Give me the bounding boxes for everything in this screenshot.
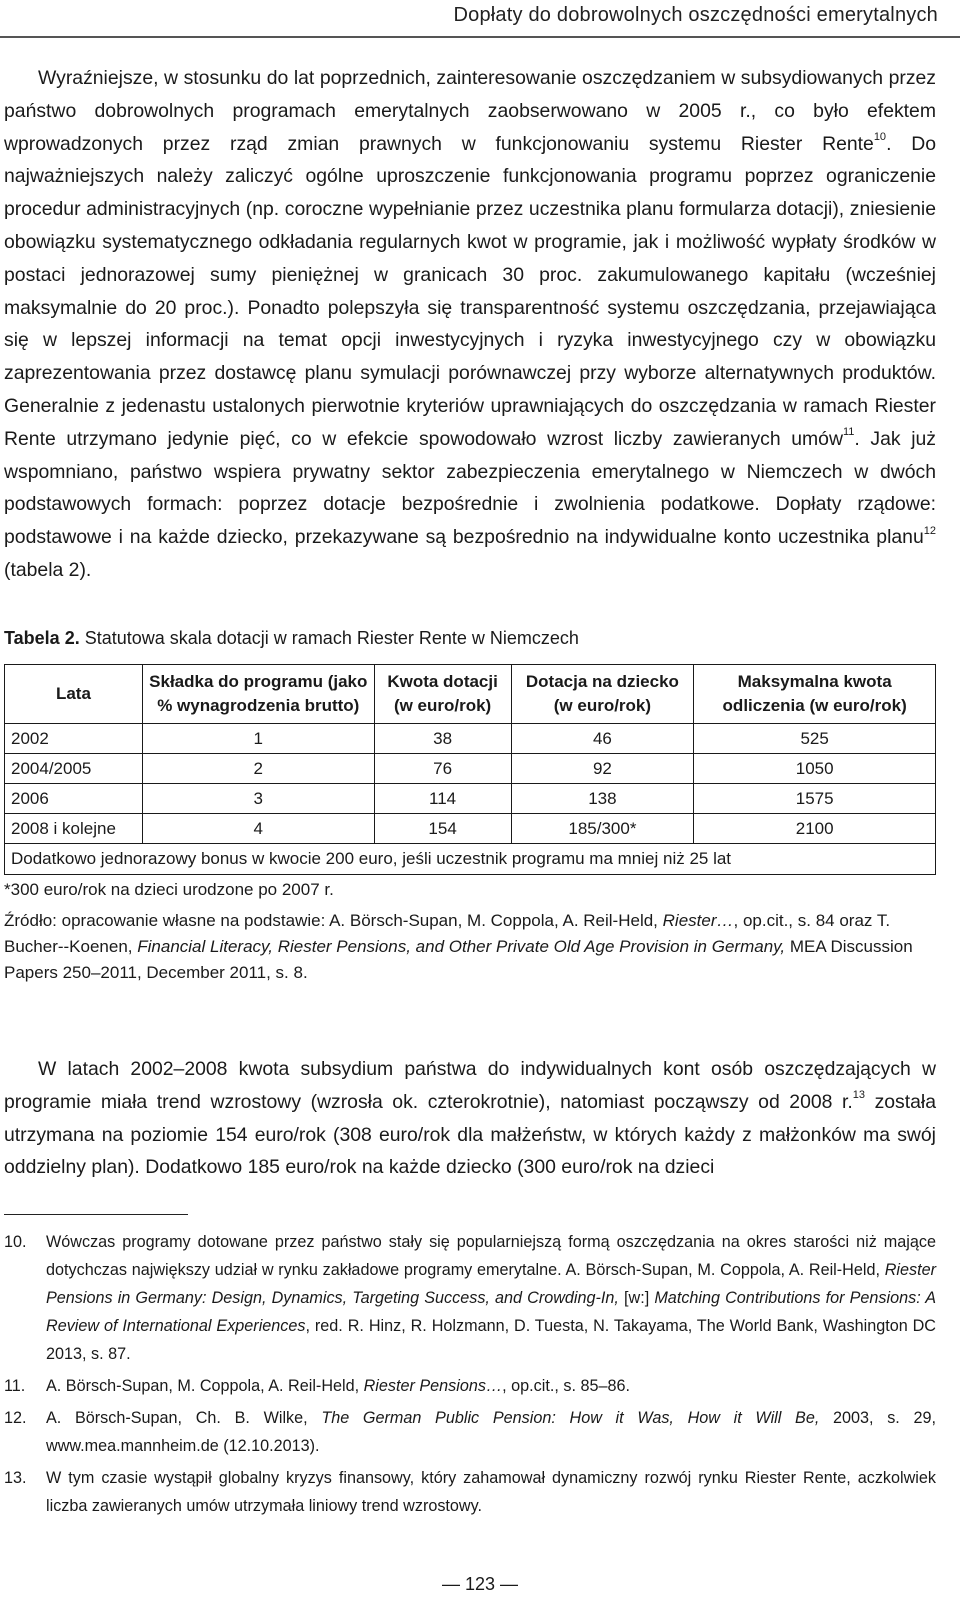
footnote-text-part: 2003, s. 29, www.mea.mannheim.de (12.10.2013).	[46, 1409, 936, 1455]
column-header-years: Lata	[5, 665, 143, 724]
running-header-title: Dopłaty do dobrowolnych oszczędności emerytalnych	[453, 4, 938, 26]
footnote-ref[interactable]: 13	[852, 1089, 866, 1102]
footnote-number: 10.	[4, 1233, 27, 1251]
paragraph-text	[4, 1053, 936, 1184]
footnote-text-part: [w:]	[618, 1289, 655, 1307]
table-header-row	[5, 665, 936, 724]
footnote-number: 11.	[4, 1377, 26, 1395]
table-cell: 1	[142, 724, 374, 754]
footnote-text	[46, 1372, 936, 1400]
footnote-italic: Matching Contributions for Pensions: A Review of International Experiences	[46, 1289, 936, 1335]
column-header-max-deduction: Maksymalna kwota odliczenia (w euro/rok)	[694, 665, 936, 724]
table-row	[5, 724, 936, 754]
paragraph-text-part: W latach 2002–2008 kwota subsydium państwa do indywidualnych kont osób oszczędzających w programie miała trend wzrostowy (wzrosła ok. czterokrotnie), natomiast począwszy od 2008 r.	[4, 1058, 936, 1113]
table-cell: 185/300*	[511, 814, 694, 844]
paragraph-text	[4, 62, 936, 587]
table-cell: 2002	[5, 724, 143, 754]
paragraph-text-part: (tabela 2).	[4, 558, 92, 581]
table-cell: 2	[142, 754, 374, 784]
paragraph-text-part: . Do najważniejszych należy zaliczyć ogólne uproszczenie funkcjonowania programu poprzez ograniczenie procedur administracyjnych (np. coroczne wypełnianie przez uczestnika planu formularza dotacji), zniesienie obowiązku systematycznego odkładania regularnych kwot w programie, jak i możliwość wypłaty środków w postaci jednorazowej sumy pieniężnej w granicach 30 proc. zakumulowanego kapitału (wcześniej maksymalnie do 20 proc.). Ponadto polepszyła się transparentność systemu oszczędzania, przejawiająca się w lepszej informacji na temat opcji inwestycyjnych i ryzyka inwestycyjnego czy w obowiązku zaprezentowania przez dostawcę planu symulacji porównawczej przy wyborze alternatywnych produktów. Generalnie z jedenastu ustalonych pierwotnie kryteriów uprawniających do oszczędzania w ramach Riester Rente utrzymano jedynie pięć, co w efekcie spowodowało wzrost liczby zawieranych umów	[4, 132, 937, 450]
table-cell: 3	[142, 784, 374, 814]
table-caption-label: Tabela 2.	[4, 628, 80, 648]
footnote-text-part: , op.cit., s. 85–86.	[502, 1377, 630, 1395]
table-cell: 154	[374, 814, 511, 844]
column-header-child-subsidy: Dotacja na dziecko (w euro/rok)	[511, 665, 694, 724]
running-header	[0, 0, 960, 38]
footnote-12	[4, 1404, 936, 1460]
footnote-italic: The German Public Pension: How it Was, How it Will Be,	[321, 1409, 820, 1427]
footnote-italic: Riester Pensions…	[363, 1377, 503, 1395]
footnote-13	[4, 1464, 936, 1520]
table-cell: 1575	[694, 784, 936, 814]
source-text: , op.cit., s. 84 oraz T. Bucher--Koenen,	[4, 911, 891, 956]
footnote-text-part: Wówczas programy dotowane przez państwo stały się popularniejszą formą oszczędzania na okres starości niż mające dotychczas największy udział w rynku zakładowe programy emerytalne. A. Börsch-Supan, M. Coppola, A. Reil-Held,	[46, 1233, 936, 1279]
footnote-number: 13.	[4, 1469, 27, 1487]
table-row	[5, 814, 936, 844]
table-cell: 2006	[5, 784, 143, 814]
table-cell: 38	[374, 724, 511, 754]
footnotes	[4, 1228, 936, 1524]
table-caption	[4, 628, 579, 649]
table-cell: 114	[374, 784, 511, 814]
table-note-row	[5, 844, 936, 875]
footnote-text	[46, 1464, 936, 1520]
table-cell: 92	[511, 754, 694, 784]
source-italic: Riester…	[662, 911, 734, 930]
table-cell: 1050	[694, 754, 936, 784]
subsidy-table	[4, 664, 936, 875]
source-text: MEA Discussion Papers 250–2011, December 2011, s. 8.	[4, 937, 913, 982]
footnote-italic: Riester Pensions in Germany: Design, Dynamics, Targeting Success, and Crowding-In,	[46, 1261, 936, 1307]
table-cell: 46	[511, 724, 694, 754]
footnote-ref[interactable]: 12	[923, 524, 936, 537]
paragraph-text-part: . Jak już wspomniano, państwo wspiera prywatny sektor zabezpieczenia emerytalnego w Niemczech w dwóch podstawowych formach: poprzez dotacje bezpośrednie i zwolnienia podatkowe. Dopłaty rządowe: podstawowe i na każde dziecko, przekazywane są bezpośrednio na indywidualne konto uczestnika planu	[4, 427, 936, 549]
footnote-text	[46, 1228, 936, 1368]
footnote-number: 12.	[4, 1409, 27, 1427]
table-row	[5, 754, 936, 784]
footnote-text-part: A. Börsch-Supan, M. Coppola, A. Reil-Held,	[46, 1377, 364, 1395]
column-header-contribution: Składka do programu (jako % wynagrodzenia brutto)	[142, 665, 374, 724]
paragraph-text-part: została utrzymana na poziomie 154 euro/rok (308 euro/rok dla małżeństw, w których każdy z małżonków ma swój oddzielny plan). Dodatkowo 185 euro/rok na każde dziecko (300 euro/rok na dzieci	[4, 1090, 937, 1179]
table-cell: 2004/2005	[5, 754, 143, 784]
footnote-text	[46, 1404, 936, 1460]
table-cell: 4	[142, 814, 374, 844]
table-note-cell: Dodatkowo jednorazowy bonus w kwocie 200 euro, jeśli uczestnik programu ma mniej niż 25 lat	[5, 844, 936, 875]
footnote-ref[interactable]: 11	[842, 426, 855, 439]
table-cell: 2100	[694, 814, 936, 844]
body-paragraph-2	[4, 1053, 936, 1184]
footnote-text-part: A. Börsch-Supan, Ch. B. Wilke,	[46, 1409, 322, 1427]
paragraph-text-part: Wyraźniejsze, w stosunku do lat poprzednich, zainteresowanie oszczędzaniem w subsydiowanych przez państwo dobrowolnych programach emerytalnych zaobserwowano w 2005 r., co było efektem wprowadzonych przez rząd zmian prawnych w funkcjonowaniu systemu Riester Rente	[4, 67, 936, 155]
table-caption-text: Statutowa skala dotacji w ramach Riester Rente w Niemczech	[79, 628, 579, 648]
table-cell: 2008 i kolejne	[5, 814, 143, 844]
table-footnote: *300 euro/rok na dzieci urodzone po 2007 r.	[4, 880, 334, 899]
source-text: Źródło: opracowanie własne na podstawie: A. Börsch-Supan, M. Coppola, A. Reil-Held,	[4, 911, 663, 930]
table-row	[5, 784, 936, 814]
page-number: — 123 —	[441, 1574, 519, 1594]
body-paragraph-1	[4, 62, 936, 587]
table-cell: 76	[374, 754, 511, 784]
footnote-text-part: W tym czasie wystąpił globalny kryzys finansowy, który zahamował dynamiczny rozwój rynku Riester Rente, aczkolwiek liczba zawieranych umów utrzymała liniowy trend wzrostowy.	[46, 1469, 936, 1515]
footnote-text-part: , red. R. Hinz, R. Holzmann, D. Tuesta, N. Takayama, The World Bank, Washington DC 2013, s. 87.	[46, 1317, 936, 1363]
footnote-ref[interactable]: 10	[873, 131, 887, 144]
footnote-10	[4, 1228, 936, 1368]
column-header-subsidy: Kwota dotacji (w euro/rok)	[374, 665, 511, 724]
footnote-11	[4, 1372, 936, 1400]
table-cell: 138	[511, 784, 694, 814]
footnote-divider	[4, 1214, 188, 1215]
source-italic: Financial Literacy, Riester Pensions, and Other Private Old Age Provision in Germany,	[137, 937, 786, 956]
table-source	[4, 908, 936, 986]
table-cell: 525	[694, 724, 936, 754]
